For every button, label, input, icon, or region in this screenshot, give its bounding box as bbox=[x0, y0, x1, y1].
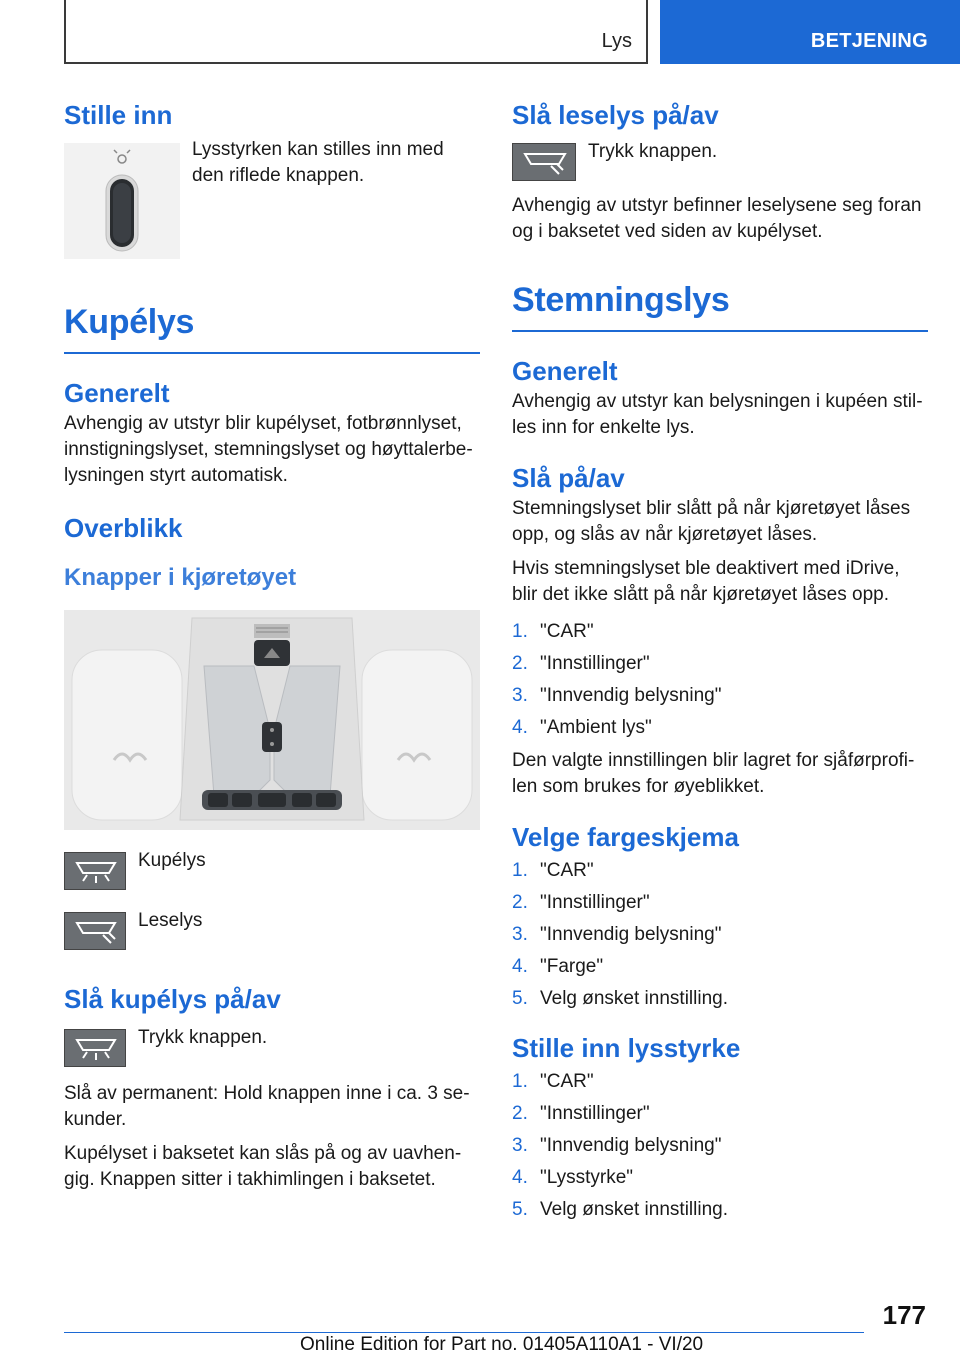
footer-divider bbox=[64, 1332, 864, 1333]
reading-light-icon bbox=[512, 143, 576, 181]
list-item: 3. "Innvendig belysning" bbox=[512, 924, 722, 945]
page-number: 177 bbox=[882, 1300, 926, 1330]
sla-pa-av-text2: Hvis stemningslyset ble deaktivert med iDrive, blir det ikke slått på når kjøretøyet låses opp. bbox=[512, 558, 900, 605]
sla-pa-av-text1: Stemningslyset blir slått på når kjøretøyet låses opp, og slås av når kjøretøyet låses. bbox=[512, 498, 911, 545]
list-item: 4. "Farge" bbox=[512, 956, 604, 977]
sla-pa-av-note: Den valgte innstillingen blir lagret for sjåførprofilen som brukes for øyeblikket. bbox=[512, 750, 915, 797]
leselys-info: Avhengig av utstyr befinner leselysene seg foran og i baksetet ved siden av kupélyset. bbox=[512, 195, 922, 242]
header-section-box bbox=[64, 0, 648, 64]
legend-row-leselys bbox=[64, 912, 480, 950]
legend-label-leselys: Leselys bbox=[138, 910, 203, 931]
header-section-title: Lys bbox=[601, 30, 632, 52]
legend-row-kupelys bbox=[64, 852, 480, 890]
sla-kupelys-row bbox=[64, 1029, 480, 1067]
header-chapter-tab bbox=[660, 0, 960, 64]
sla-kupelys-text: Trykk knappen. bbox=[138, 1027, 268, 1048]
leselys-text: Trykk knappen. bbox=[588, 141, 718, 162]
right-column bbox=[512, 100, 928, 1226]
generelt-heading: Generelt bbox=[64, 378, 170, 408]
stille-inn-heading: Stille inn bbox=[64, 100, 173, 130]
roof-console-photo bbox=[64, 610, 480, 830]
legend-label-kupelys: Kupélys bbox=[138, 850, 206, 871]
overblikk-heading: Overblikk bbox=[64, 513, 183, 543]
list-item: 1. "CAR" bbox=[512, 860, 594, 881]
header-chapter-title: BETJENING bbox=[810, 30, 928, 52]
baksetet-text: Kupélyset i baksetet kan slås på og av uavhengig. Knappen sitter i takhimlingen i baksetet. bbox=[64, 1143, 462, 1190]
knapper-heading: Knapper i kjøretøyet bbox=[64, 564, 297, 591]
stemning-generelt-text: Avhengig av utstyr kan belysningen i kupéen stilles inn for enkelte lys. bbox=[512, 391, 923, 438]
list-item: 1. "CAR" bbox=[512, 1071, 594, 1092]
list-item: 1. "CAR" bbox=[512, 621, 594, 642]
list-item: 3. "Innvendig belysning" bbox=[512, 1135, 722, 1156]
velge-fargeskjema-steps bbox=[512, 855, 928, 1015]
list-item: 3. "Innvendig belysning" bbox=[512, 685, 722, 706]
left-column bbox=[64, 100, 480, 1193]
interior-light-icon bbox=[64, 852, 126, 890]
list-item: 2. "Innstillinger" bbox=[512, 892, 650, 913]
list-item: 5. Velg ønsket innstilling. bbox=[512, 1199, 728, 1220]
stille-inn-text: Lysstyrken kan stilles inn med den riflede knappen. bbox=[192, 139, 444, 186]
leselys-row bbox=[512, 143, 928, 181]
interior-light-icon bbox=[64, 1029, 126, 1067]
knurled-wheel-photo bbox=[64, 143, 180, 259]
velge-fargeskjema-heading: Velge fargeskjema bbox=[512, 822, 739, 852]
list-item: 2. "Innstillinger" bbox=[512, 653, 650, 674]
list-item: 4. "Lysstyrke" bbox=[512, 1167, 634, 1188]
sla-kupelys-heading: Slå kupélys på/av bbox=[64, 984, 281, 1014]
stille-inn-lysstyrke-steps bbox=[512, 1066, 928, 1226]
sla-pa-av-steps bbox=[512, 616, 928, 744]
permanent-text: Slå av permanent: Hold knappen inne i ca. 3 sekunder. bbox=[64, 1083, 470, 1130]
footer-edition: Online Edition for Part no. 01405A110A1 - VI/20 bbox=[300, 1334, 704, 1355]
list-item: 5. Velg ønsket innstilling. bbox=[512, 988, 728, 1009]
stemningslys-heading: Stemningslys bbox=[512, 281, 928, 332]
stille-inn-row bbox=[64, 139, 480, 259]
sla-pa-av-heading: Slå på/av bbox=[512, 463, 625, 493]
list-item: 4. "Ambient lys" bbox=[512, 717, 652, 738]
list-item: 2. "Innstillinger" bbox=[512, 1103, 650, 1124]
leselys-heading: Slå leselys på/av bbox=[512, 100, 719, 130]
generelt-text: Avhengig av utstyr blir kupélyset, fotbrønnlyset, innstigningslyset, stemningslyset og høyttalerbelysningen styrt automatisk. bbox=[64, 413, 473, 486]
stemning-generelt-heading: Generelt bbox=[512, 356, 618, 386]
reading-light-icon bbox=[64, 912, 126, 950]
stille-inn-lysstyrke-heading: Stille inn lysstyrke bbox=[512, 1033, 741, 1063]
kupelys-heading: Kupélys bbox=[64, 303, 480, 354]
